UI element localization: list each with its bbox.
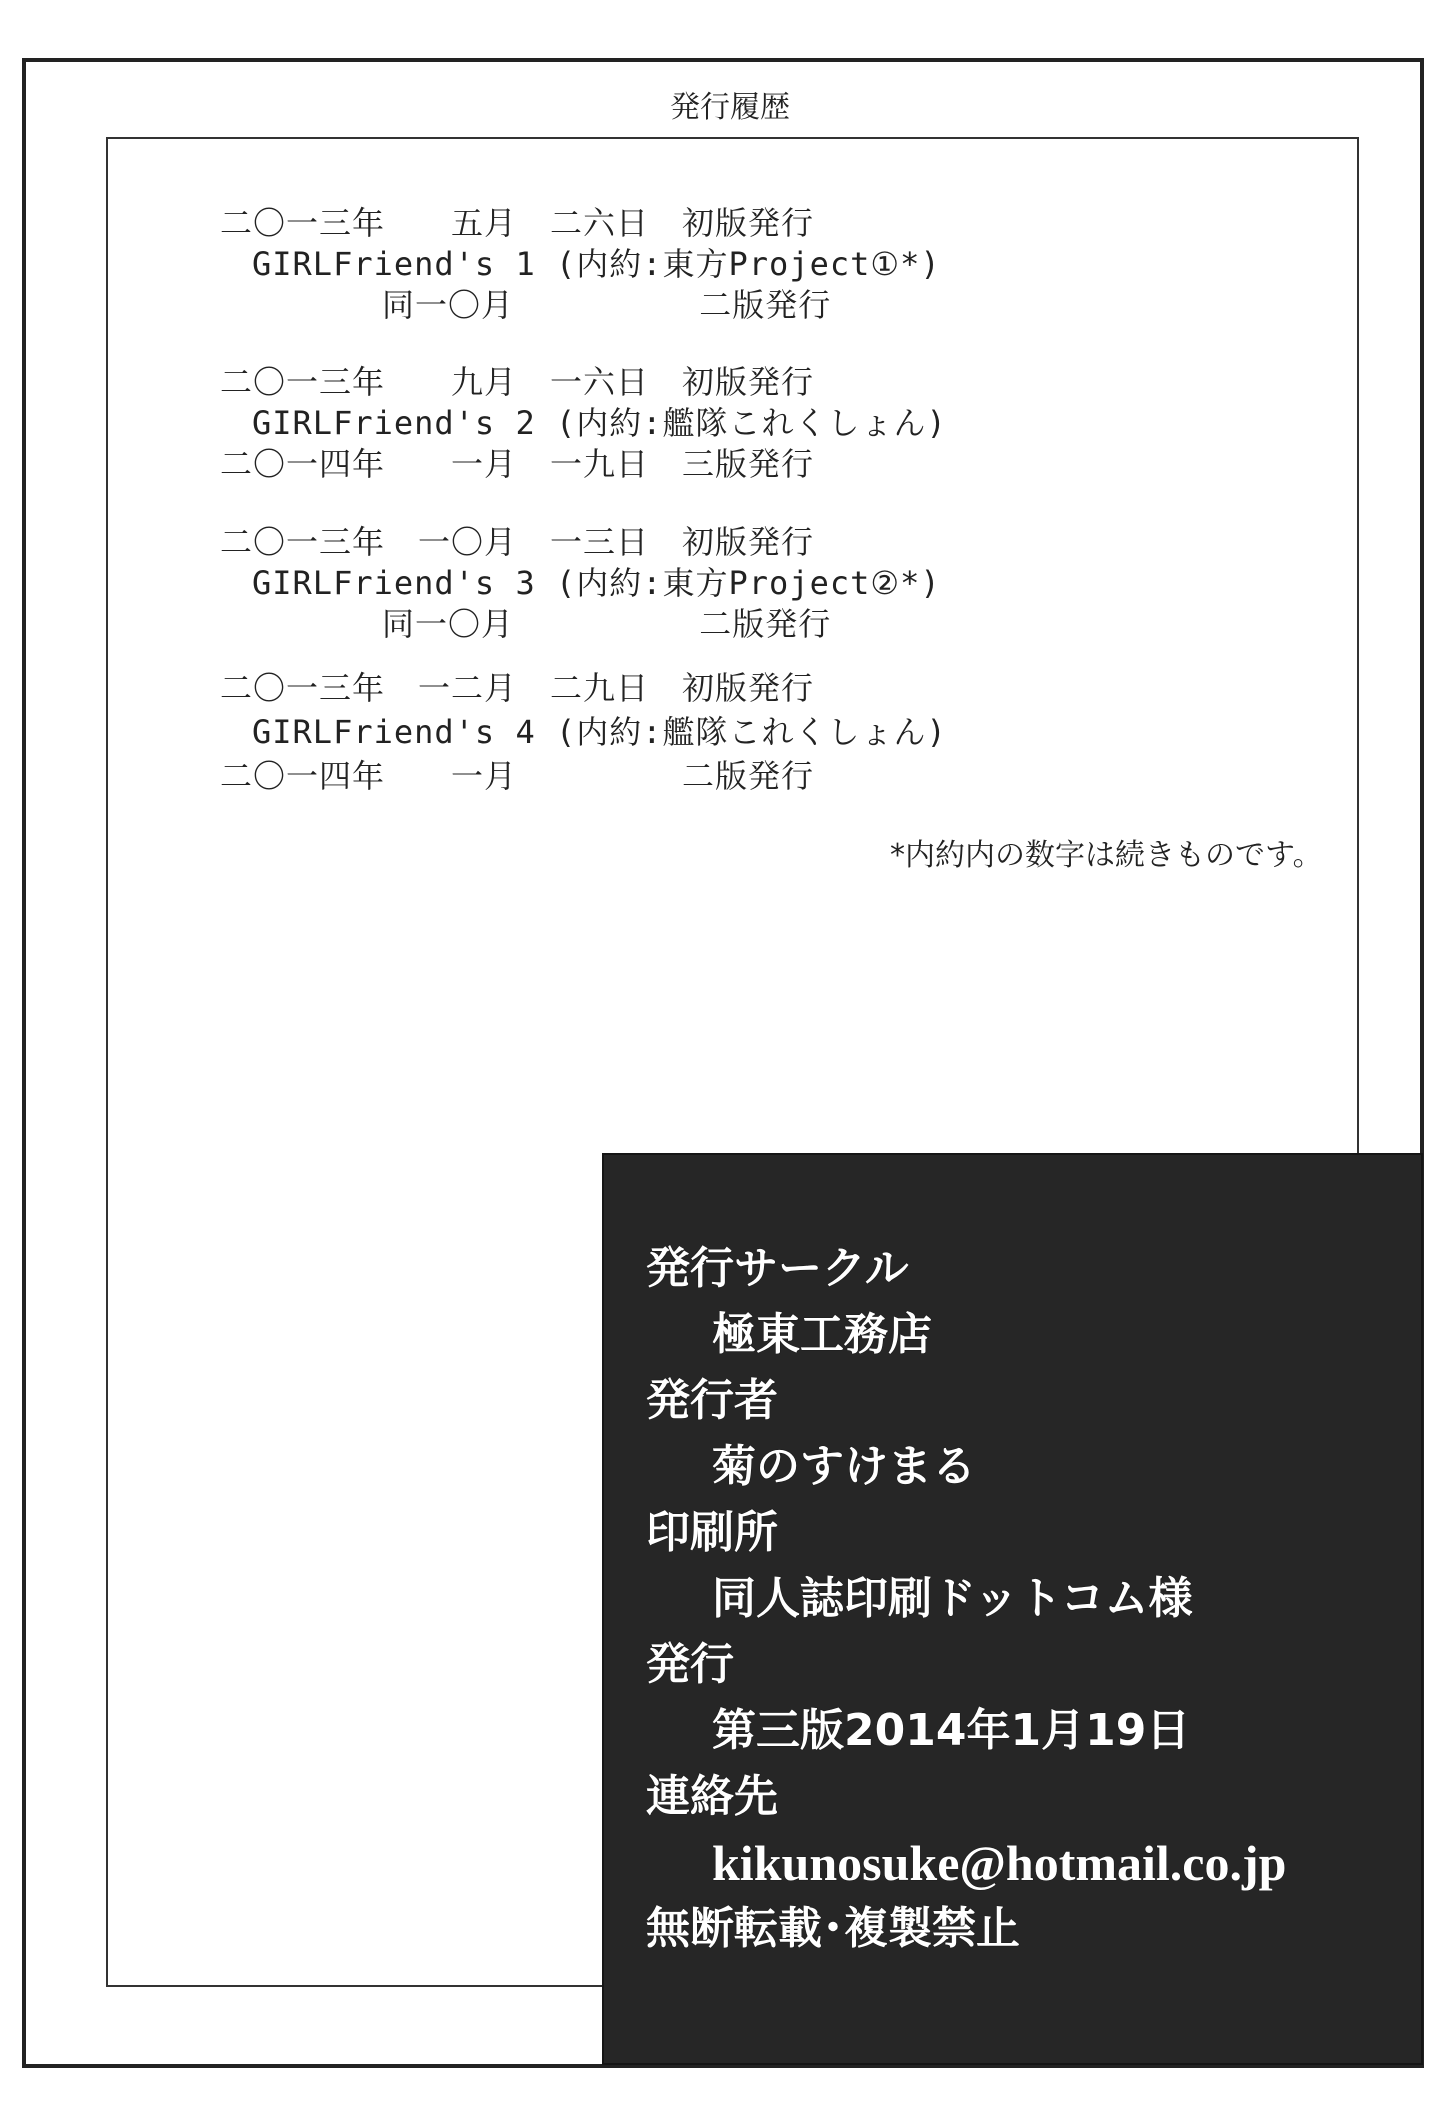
circle-label: 発行サークル [646,1243,909,1294]
history-entry-4-date: 二〇一三年 一二月 二九日 初版発行 [220,669,815,707]
history-entry-1-title: GIRLFriend's 1 (内約:東方Project①*) [252,245,941,283]
history-entry-4-reprint: 二〇一四年 一月 二版発行 [220,757,815,795]
history-entry-2-reprint: 二〇一四年 一月 一九日 三版発行 [220,445,815,483]
history-entry-3-reprint: 同一〇月 二版発行 [382,605,832,643]
footnote: *内約内の数字は続きものです。 [890,838,1323,873]
history-entry-3-date: 二〇一三年 一〇月 一三日 初版発行 [220,523,815,561]
reproduction-notice: 無断転載･複製禁止 [646,1903,1020,1954]
publisher-label: 発行者 [646,1375,778,1426]
publisher-name: 菊のすけまる [712,1441,976,1492]
history-entry-3-title: GIRLFriend's 3 (内約:東方Project②*) [252,564,941,602]
history-entry-1-reprint: 同一〇月 二版発行 [382,286,832,324]
issue-label: 発行 [646,1639,734,1690]
history-entry-2-title: GIRLFriend's 2 (内約:艦隊これくしょん) [252,404,947,442]
history-entry-4-title: GIRLFriend's 4 (内約:艦隊これくしょん) [252,713,947,751]
circle-name: 極東工務店 [712,1309,932,1360]
printer-label: 印刷所 [646,1507,778,1558]
issue-value: 第三版2014年1月19日 [712,1705,1191,1756]
contact-label: 連絡先 [646,1771,778,1822]
history-entry-2-date: 二〇一三年 九月 一六日 初版発行 [220,363,815,401]
printer-name: 同人誌印刷ドットコム様 [712,1573,1193,1624]
page-title: 発行履歴 [670,90,790,125]
history-entry-1-date: 二〇一三年 五月 二六日 初版発行 [220,204,815,242]
contact-email: kikunosuke@hotmail.co.jp [712,1835,1287,1891]
imprint-panel [602,1153,1423,2065]
